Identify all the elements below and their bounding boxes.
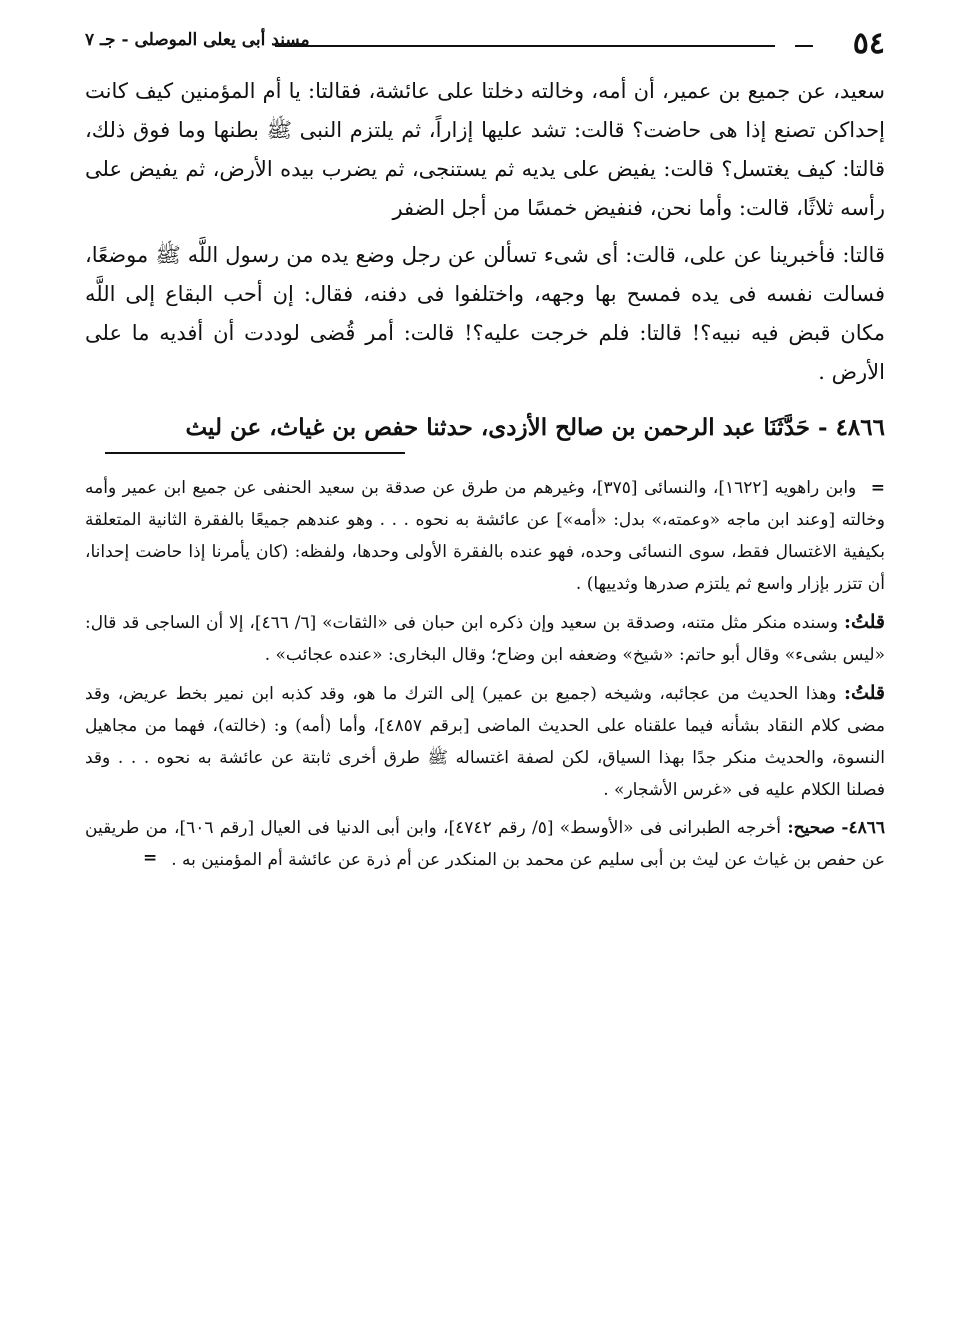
hadith-dash: -: [810, 414, 828, 441]
footnotes: [85, 472, 885, 876]
next-hadith-line: [85, 406, 885, 450]
footnote-number: ٤٨٦٦-: [841, 818, 886, 838]
qult-text: وهذا الحديث من عجائبه، وشيخه (جميع بن عمير) إلى الترك ما هو، وقد كذبه ابن نمير بخط عريض، وقد مضى كلام النقاد بشأنه فيما علقناه على الحديث الماضى [برقم ٤٨٥٧]، وأما (أمه) و: (خالته)، فهما من مجاهيل النسوة، والحديث منكر جدًا بهذا السياق، لكن لصفة اغتساله ﷺ طرق أخرى ثابتة عن عائشة به نحوه . . . وقد فصلنا الكلام عليه فى «غرس الأشجار» .: [85, 684, 886, 800]
main-text: [85, 72, 885, 450]
hadith-text: عبد الرحمن بن صالح الأزدى، حدثنا حفص بن غياث، عن ليث: [185, 414, 756, 441]
footnote-separator: [105, 452, 405, 454]
continuation-mark-bottom: =: [143, 848, 158, 868]
continuation-mark: =: [870, 478, 885, 498]
note-paragraph: [85, 472, 885, 600]
qult-label: قلتُ:: [843, 682, 885, 704]
qult-paragraph: [85, 606, 885, 671]
running-header: [85, 22, 885, 64]
note-text: وابن راهويه [١٦٢٢]، والنسائى [٣٧٥]، وغيرهم من طرق عن صدقة بن سعيد الحنفى عن جميع ابن عمير وأمه وخالته [وعند ابن ماجه «وعمته،» بدل: «أمه»] عن عائشة به نحوه . . . وهو عندهم جميعًا بالفقرة الثانية المتعلقة بكيفية الاغتسال فقط، سوى النسائى وحده، فهو عنده بالفقرة الأولى وحدها، ولفظه: (كان يأمرنا إذا حاضت إحدانا، أن تتزر بإزار واسع ثم يلتزم صدرها وثدييها) .: [85, 478, 885, 594]
qult-label: قلتُ:: [843, 611, 885, 633]
page: [85, 22, 885, 876]
qult-text: وسنده منكر مثل متنه، وصدقة بن سعيد وإن ذكره ابن حبان فى «الثقات» [٦/ ٤٦٦]، إلا أن الساجى قد قال: «ليس بشىء» وقال أبو حاتم: «شيخ» وضعفه ابن وضاح؛ وقال البخارى: «عنده عجائب» .: [85, 613, 885, 665]
qult-paragraph: [85, 677, 885, 806]
main-paragraph: قالتا: فأخبرينا عن على، قالت: أى شىء تسألن عن رجل وضع يده من رسول اللَّه ﷺ موضعًا، فسالت نفسه فى يده فمسح بها وجهه، واختلفوا فى دفنه، فقال: إن أحب البقاع إلى اللَّه مكان قبض فيه نبيه؟! قالتا: فلم خرجت عليه؟! قالت: أمر قُضى لوددت أن أفديه ما على الأرض .: [85, 243, 885, 384]
hadith-lead: حَدَّثَنَا: [763, 414, 810, 441]
main-paragraph: سعيد، عن جميع بن عمير، أن أمه، وخالته دخلتا على عائشة، فقالتا: يا أم المؤمنين كيف كانت إحداكن تصنع إذا هى حاضت؟ قالت: تشد عليها إزاراً، ثم يلتزم النبى ﷺ بطنها وما فوق ذلك، قالتا: كيف يغتسل؟ قالت: يفيض على يديه ثم يستنجى، ثم يضرب بيده الأرض، ثم يفيض على رأسه ثلاثًا، قالت: وأما نحن، فنفيض خمسًا من أجل الضفر: [85, 79, 885, 220]
book-title: مسند أبى يعلى الموصلى - جـ ٧: [85, 30, 310, 50]
footnote-4866: [85, 812, 885, 876]
footnote-text: أخرجه الطبرانى فى «الأوسط» [٥/ رقم ٤٧٤٢]، وابن أبى الدنيا فى العيال [رقم ٦٠٦]، من طريقين عن حفص بن غياث عن ليث بن أبى سليم عن محمد بن المنكدر عن أم ذرة عن عائشة أم المؤمنين به .: [85, 818, 885, 870]
header-rule: [275, 45, 775, 47]
header-dash: [795, 45, 813, 47]
hadith-number: ٤٨٦٦: [835, 414, 885, 441]
footnote-grade: صحيح:: [787, 818, 836, 838]
page-number: ٥٤: [852, 26, 885, 61]
